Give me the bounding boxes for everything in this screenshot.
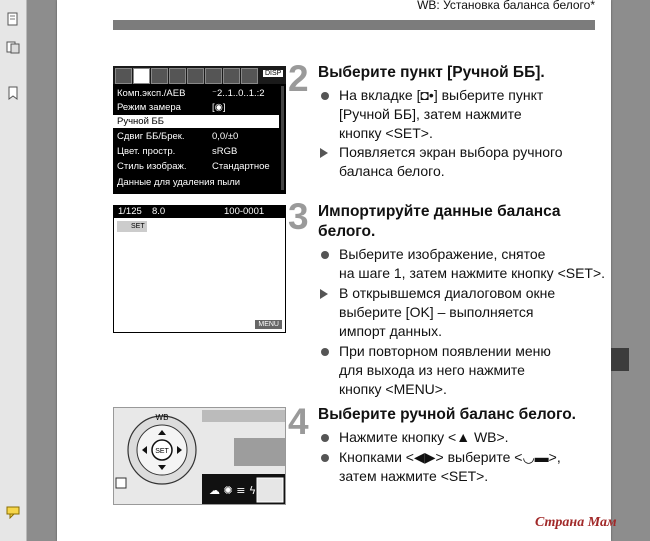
menu-tab	[151, 68, 168, 84]
bullet-dot	[321, 92, 329, 100]
wb-set-badge: SET	[117, 221, 147, 232]
step-item: Кнопками <◀▶> выберите <◡▬>, затем нажмите <SET>.	[318, 448, 608, 486]
step-item: На вкладке [◘•] выберите пункт [Ручной ББ], затем нажмите кнопку <SET>.	[318, 86, 608, 143]
bullet-arrow	[320, 148, 328, 158]
file-number: 100-0001	[224, 206, 265, 217]
menu-row-label: Стиль изображ.	[117, 161, 187, 172]
bullet-arrow	[320, 289, 328, 299]
menu-row-label: Цвет. простр.	[117, 146, 176, 157]
menu-tab-active	[133, 68, 150, 84]
bullet-dot	[321, 434, 329, 442]
step-item: Выберите изображение, снятое на шаге 1, затем нажмите кнопку <SET>.	[318, 245, 618, 283]
menu-row-value: 0,0/±0	[212, 131, 239, 142]
menu-row-value: sRGB	[212, 146, 238, 157]
page-header-title: WB: Установка баланса белого*	[417, 0, 595, 12]
step-number: 2	[288, 58, 309, 99]
camera-controls-illustration	[114, 408, 286, 505]
menu-row-label-selected: Ручной ББ	[117, 116, 164, 127]
menu-tab	[187, 68, 204, 84]
menu-badge: MENU	[255, 320, 282, 329]
step-item: Нажмите кнопку <▲ WB>.	[318, 428, 608, 447]
comments-icon[interactable]	[6, 505, 20, 519]
page-thumbnail-icon[interactable]	[6, 12, 20, 26]
aperture-value: 8.0	[152, 206, 166, 217]
playback-info-bar	[114, 206, 285, 218]
step-item: Появляется экран выбора ручного баланса белого.	[318, 143, 608, 181]
disp-badge: DISP	[265, 70, 282, 77]
menu-tab	[223, 68, 240, 84]
menu-tab	[115, 68, 132, 84]
step-title: Выберите ручной баланс белого.	[318, 406, 576, 423]
watermark-logo: Страна Мам	[535, 515, 617, 530]
playback-screen	[113, 205, 286, 333]
section-tab-marker	[611, 348, 629, 371]
step-item: При повторном появлении меню для выхода из него нажмите кнопку <MENU>.	[318, 342, 608, 399]
camera-menu-screen	[113, 66, 286, 194]
attachments-icon[interactable]	[6, 40, 20, 54]
dial-wb-label: WB	[155, 413, 169, 422]
svg-text:☁ ✺ ≡ ϟ: ☁ ✺ ≡ ϟ	[209, 484, 257, 497]
step-title: Выберите пункт [Ручной ББ].	[318, 64, 545, 81]
menu-row-value: ⁻2..1..0..1.:2	[212, 88, 265, 99]
menu-scrollbar	[281, 86, 284, 190]
menu-tab	[241, 68, 258, 84]
camera-dial-screen	[113, 407, 286, 505]
step-number: 3	[288, 196, 309, 237]
menu-row-label: Данные для удаления пыли	[117, 177, 241, 188]
shutter-value: 1/125	[118, 206, 142, 217]
bookmark-icon[interactable]	[6, 86, 20, 100]
viewer-toolbar	[0, 0, 27, 541]
menu-tab	[169, 68, 186, 84]
step-item: В открывшемся диалоговом окне выберите [OK] – выполняется импорт данных.	[318, 284, 608, 341]
menu-tabs	[113, 66, 286, 84]
menu-row-label: Комп.эксп./AEB	[117, 88, 186, 99]
menu-tab	[205, 68, 222, 84]
bullet-dot	[321, 348, 329, 356]
menu-row-value: [◉]	[212, 102, 226, 113]
step-title: Импортируйте данные баланса белого.	[318, 203, 561, 240]
dial-set-label: SET	[155, 448, 169, 455]
bullet-dot	[321, 454, 329, 462]
bullet-dot	[321, 251, 329, 259]
menu-row-label: Режим замера	[117, 102, 181, 113]
menu-row-value: Стандартное	[212, 161, 270, 172]
menu-row-label: Сдвиг ББ/Брек.	[117, 131, 185, 142]
step-number: 4	[288, 401, 309, 442]
header-bar	[113, 20, 595, 30]
